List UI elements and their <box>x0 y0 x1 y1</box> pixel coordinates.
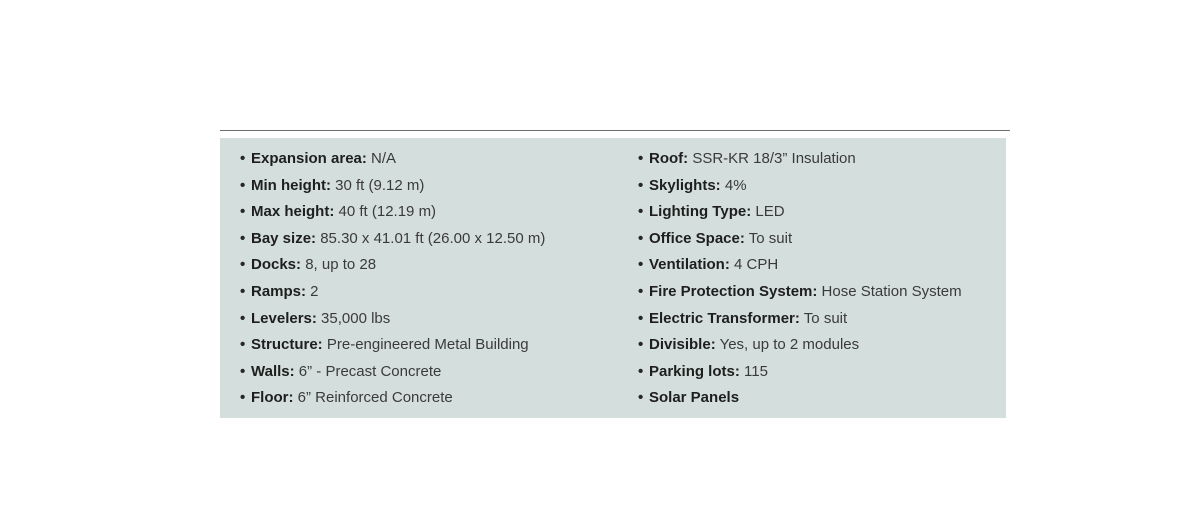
bullet-icon: • <box>638 336 644 354</box>
spec-label: Office Space: <box>649 229 745 247</box>
spec-value: 85.30 x 41.01 ft (26.00 x 12.50 m) <box>316 229 546 247</box>
spec-value: LED <box>751 203 785 221</box>
bullet-icon: • <box>240 256 246 274</box>
spec-value: 4 CPH <box>729 256 779 274</box>
spec-item-skylights <box>638 174 962 201</box>
spec-item-office-space <box>638 227 962 254</box>
spec-item-bay-size <box>240 227 545 254</box>
bullet-icon: • <box>240 389 246 407</box>
spec-label: Ramps: <box>251 282 307 300</box>
spec-item-max-height <box>240 200 545 227</box>
spec-item-ventilation <box>638 253 962 280</box>
spec-item-structure <box>240 333 545 360</box>
spec-item-min-height <box>240 174 545 201</box>
spec-label: Electric Transformer: <box>649 309 800 327</box>
bullet-icon: • <box>240 203 246 221</box>
spec-value: Yes, up to 2 modules <box>715 336 860 354</box>
spec-value: 35,000 lbs <box>316 309 391 327</box>
spec-item-roof <box>638 147 962 174</box>
spec-value: To suit <box>744 229 793 247</box>
spec-label: Structure: <box>251 336 323 354</box>
spec-label: Levelers: <box>251 309 317 327</box>
spec-label: Docks: <box>251 256 302 274</box>
spec-item-fire-protection-system <box>638 280 962 307</box>
spec-label: Parking lots: <box>649 362 740 380</box>
bullet-icon: • <box>638 150 644 167</box>
specs-right-column <box>638 147 962 413</box>
spec-item-divisible <box>638 333 962 360</box>
spec-item-lighting-type <box>638 200 962 227</box>
spec-label: Floor: <box>251 389 294 407</box>
bullet-icon: • <box>638 282 644 300</box>
spec-label: Roof: <box>649 150 689 167</box>
spec-item-ramps <box>240 280 545 307</box>
top-divider <box>220 130 1010 131</box>
specs-left-column <box>240 147 545 413</box>
spec-label: Solar Panels <box>649 389 740 407</box>
spec-label: Min height: <box>251 176 331 194</box>
bullet-icon: • <box>638 229 644 247</box>
spec-value: 40 ft (12.19 m) <box>334 203 437 221</box>
spec-item-docks <box>240 253 545 280</box>
specs-panel <box>220 138 1006 418</box>
bullet-icon: • <box>638 176 644 194</box>
bullet-icon: • <box>638 203 644 221</box>
spec-value: 115 <box>739 362 768 380</box>
spec-item-floor <box>240 386 545 413</box>
spec-value: 6” Reinforced Concrete <box>293 389 453 407</box>
bullet-icon: • <box>638 309 644 327</box>
bullet-icon: • <box>240 309 246 327</box>
spec-value: Pre-engineered Metal Building <box>322 336 529 354</box>
bullet-icon: • <box>240 336 246 354</box>
spec-label: Skylights: <box>649 176 721 194</box>
bullet-icon: • <box>240 362 246 380</box>
bullet-icon: • <box>240 282 246 300</box>
spec-value: 30 ft (9.12 m) <box>330 176 425 194</box>
spec-value: To suit <box>799 309 848 327</box>
spec-label: Walls: <box>251 362 295 380</box>
spec-item-solar-panels <box>638 386 962 413</box>
spec-label: Max height: <box>251 203 335 221</box>
bullet-icon: • <box>240 229 246 247</box>
spec-item-levelers <box>240 307 545 334</box>
bullet-icon: • <box>638 362 644 380</box>
spec-value: 2 <box>306 282 319 300</box>
spec-label: Bay size: <box>251 229 317 247</box>
spec-label: Ventilation: <box>649 256 730 274</box>
spec-label: Divisible: <box>649 336 716 354</box>
spec-item-expansion-area <box>240 147 545 174</box>
spec-value: SSR-KR 18/3” Insulation <box>688 150 856 167</box>
bullet-icon: • <box>638 389 644 407</box>
spec-label: Lighting Type: <box>649 203 752 221</box>
spec-value: 6” - Precast Concrete <box>294 362 442 380</box>
bullet-icon: • <box>240 176 246 194</box>
spec-value: 8, up to 28 <box>301 256 377 274</box>
spec-value: 4% <box>720 176 747 194</box>
spec-item-electric-transformer <box>638 307 962 334</box>
bullet-icon: • <box>240 150 246 167</box>
spec-value: Hose Station System <box>817 282 962 300</box>
bullet-icon: • <box>638 256 644 274</box>
spec-value: N/A <box>366 150 397 167</box>
spec-label: Expansion area: <box>251 150 367 167</box>
spec-item-walls <box>240 360 545 387</box>
spec-label: Fire Protection System: <box>649 282 818 300</box>
spec-item-parking-lots <box>638 360 962 387</box>
